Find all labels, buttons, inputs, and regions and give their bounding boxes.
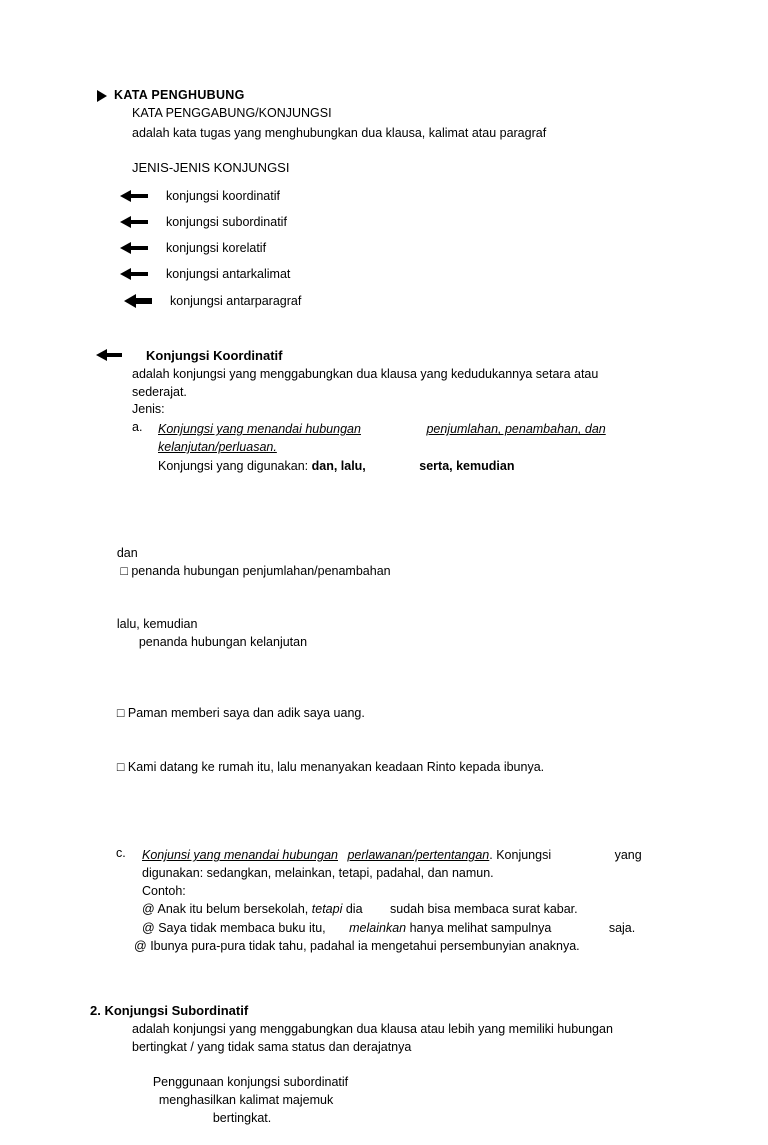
list-item-label: konjungsi subordinatif [166, 214, 287, 229]
contoh-1-italic: tetapi [311, 902, 343, 917]
coordinative-kinds-label: Jenis: [132, 402, 165, 417]
contoh-2-mid: hanya melihat sampulnya [409, 920, 552, 935]
list-item-a-cont [132, 438, 686, 456]
contoh-item [116, 919, 686, 937]
list-item [96, 293, 686, 309]
item-a-usage-bold-1: dan, lalu, [311, 459, 366, 474]
list-item-label: konjungsi antarkalimat [166, 266, 291, 281]
list-item-label: konjungsi antarparagraf [170, 293, 302, 308]
section-title: Konjungsi Koordinatif [146, 347, 283, 363]
list-item-c [116, 846, 686, 864]
subordinative-line3-a: Penggunaan konjungsi subordinatif [152, 1075, 349, 1090]
doc-title: KATA PENGHUBUNG [114, 88, 245, 102]
contoh-1-suffix: sudah bisa membaca surat kabar. [390, 902, 578, 917]
document-body [90, 88, 686, 1145]
subordinative-line1: adalah konjungsi yang menggabungkan dua klausa atau lebih yang memiliki hubungan [132, 1021, 613, 1036]
contoh-2-prefix: Saya tidak membaca buku itu, [158, 920, 326, 935]
list-item-label: konjungsi korelatif [166, 240, 267, 255]
contoh-1-mid: dia [345, 902, 363, 917]
contoh-label: Contoh: [142, 884, 186, 899]
heading-block [96, 88, 686, 103]
list-item [96, 267, 686, 281]
item-c-tail-1: . Konjungsi [489, 848, 552, 863]
subordinative-line3-b: menghasilkan kalimat majemuk [158, 1092, 334, 1107]
contoh-3-prefix: Ibunya pura-pura tidak tahu, padahal ia mengetahui persembunyian anaknya. [150, 938, 580, 953]
note-term-2: lalu, kemudian [116, 617, 198, 632]
section-heading-coordinative [96, 348, 686, 363]
example-bullet-icon-2: □ [116, 759, 125, 774]
types-heading: JENIS-JENIS KONJUNGSI [132, 159, 290, 175]
contoh-item [116, 900, 686, 918]
item-a-underline-2: penjumlahan, penambahan, dan [426, 422, 606, 437]
note-arrow-icon-1: □ [116, 564, 132, 579]
item-a-usage-bold-2: serta, kemudian [419, 459, 515, 474]
subordinative-line3 [132, 1056, 686, 1145]
doc-subtitle: KATA PENGGABUNG/KONJUNGSI [132, 106, 332, 120]
contoh-item [108, 937, 686, 955]
left-arrow-icon [96, 348, 124, 362]
left-arrow-icon [120, 241, 150, 255]
at-bullet-icon: @ [142, 902, 155, 917]
left-arrow-icon [124, 293, 154, 309]
item-c-tail-2: yang [614, 848, 642, 863]
list-item [96, 189, 686, 203]
list-item [96, 215, 686, 229]
item-c-underline-2: perlawanan/pertentangan [347, 848, 490, 863]
example-row-2 [96, 741, 686, 794]
coordinative-definition-line1: adalah konjungsi yang menggabungkan dua klausa yang kedudukannya setara atau [132, 366, 599, 381]
list-item-a [132, 420, 686, 438]
left-arrow-icon [120, 189, 150, 203]
list-item [96, 241, 686, 255]
left-arrow-icon [120, 215, 150, 229]
item-c-usage-line: digunakan: sedangkan, melainkan, tetapi, padahal, dan namun. [142, 866, 494, 881]
example-text-1: Paman memberi saya dan adik saya uang. [127, 706, 365, 721]
item-a-usage-label: Konjungsi yang digunakan: [158, 459, 309, 474]
list-marker: a. [132, 420, 143, 435]
note-desc-2: penanda hubungan kelanjutan [138, 635, 308, 650]
note-desc-1: penanda hubungan penjumlahan/penambahan [131, 564, 391, 579]
list-item-c-contoh-label [116, 882, 686, 900]
note-row-1 [96, 528, 686, 599]
item-a-underline-1: Konjungsi yang menandai hubungan [158, 422, 361, 437]
list-item-c-usage [116, 864, 686, 882]
list-item-a-usage [132, 457, 686, 475]
list-item-label: konjungsi koordinatif [166, 188, 280, 203]
doc-definition: adalah kata tugas yang menghubungkan dua klausa, kalimat atau paragraf [132, 125, 547, 140]
contoh-2-italic: melainkan [349, 920, 407, 935]
coordinative-definition-line2: sederajat. [132, 384, 187, 399]
subordinative-line2: bertingkat / yang tidak sama status dan derajatnya [132, 1039, 412, 1054]
note-term-1: dan [116, 546, 138, 561]
contoh-1-prefix: Anak itu belum bersekolah, [157, 902, 309, 917]
at-bullet-icon: @ [134, 938, 147, 953]
triangle-bullet-icon [96, 88, 114, 103]
example-text-2: Kami datang ke rumah itu, lalu menanyakan keadaan Rinto kepada ibunya. [127, 759, 545, 774]
example-row-1 [96, 688, 686, 741]
example-bullet-icon-1: □ [116, 706, 125, 721]
at-bullet-icon: @ [142, 920, 155, 935]
section-title-subordinative: 2. Konjungsi Subordinatif [90, 1002, 249, 1018]
item-c-underline-1: Konjunsi yang menandai hubungan [142, 848, 338, 863]
item-a-underline-3: kelanjutan/perluasan. [158, 440, 277, 455]
list-marker: c. [116, 846, 126, 861]
note-row-2 [96, 599, 686, 670]
left-arrow-icon [120, 267, 150, 281]
contoh-2-suffix: saja. [608, 920, 636, 935]
subordinative-line3-c: bertingkat. [212, 1110, 272, 1125]
